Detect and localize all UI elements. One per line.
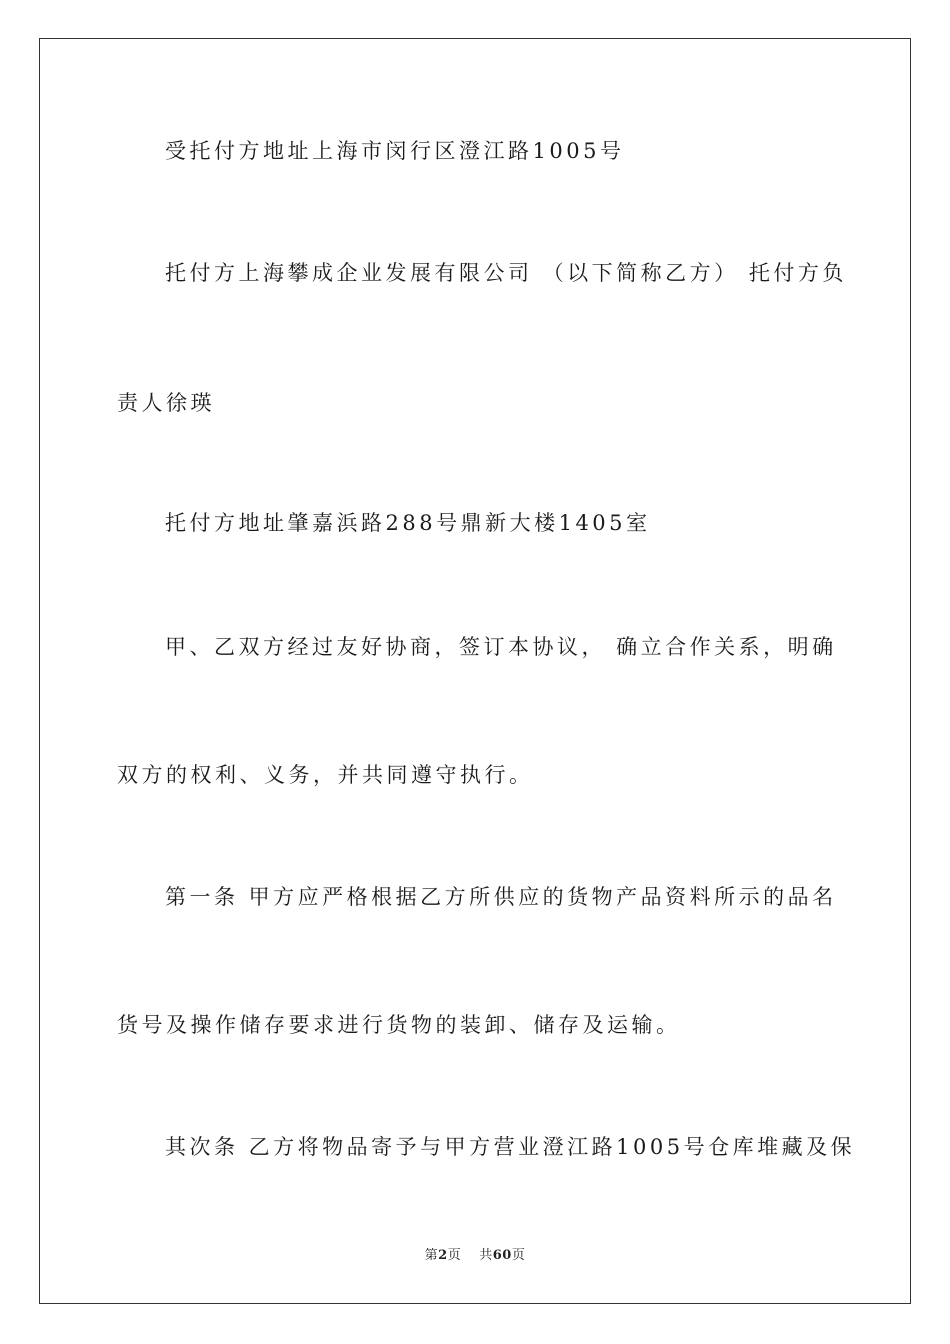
footer-total-suffix: 页 — [511, 1248, 526, 1263]
footer-total-pages: 60 — [492, 1248, 512, 1263]
footer-total-prefix: 共 — [479, 1248, 493, 1263]
footer-page-number: 2 — [438, 1248, 448, 1263]
text-line-consignee-address: 受托付方地址上海市闵行区澄江路1005号 — [165, 139, 625, 163]
text-line-article-1: 第一条 甲方应严格根据乙方所供应的货物产品资料所示的品名 — [165, 885, 837, 909]
text-line-consignor-address: 托付方地址肇嘉浜路288号鼎新大楼1405室 — [165, 511, 651, 535]
footer-page-suffix: 页 — [447, 1248, 462, 1263]
text-line-agreement-intro-cont: 双方的权利、义务，并共同遵守执行。 — [117, 763, 534, 787]
text-line-consignor-person: 责人徐瑛 — [117, 391, 215, 415]
text-line-agreement-intro: 甲、乙双方经过友好协商，签订本协议， 确立合作关系，明确 — [165, 635, 837, 659]
text-line-article-1-cont: 货号及操作储存要求进行货物的装卸、储存及运输。 — [117, 1013, 681, 1037]
page-border — [39, 38, 911, 1304]
text-line-consignor-company: 托付方上海攀成企业发展有限公司 （以下简称乙方） 托付方负 — [165, 261, 847, 285]
footer-page-prefix: 第 — [424, 1248, 439, 1263]
page-footer — [0, 1247, 950, 1265]
text-line-article-2: 其次条 乙方将物品寄予与甲方营业澄江路1005号仓库堆藏及保 — [165, 1135, 856, 1159]
